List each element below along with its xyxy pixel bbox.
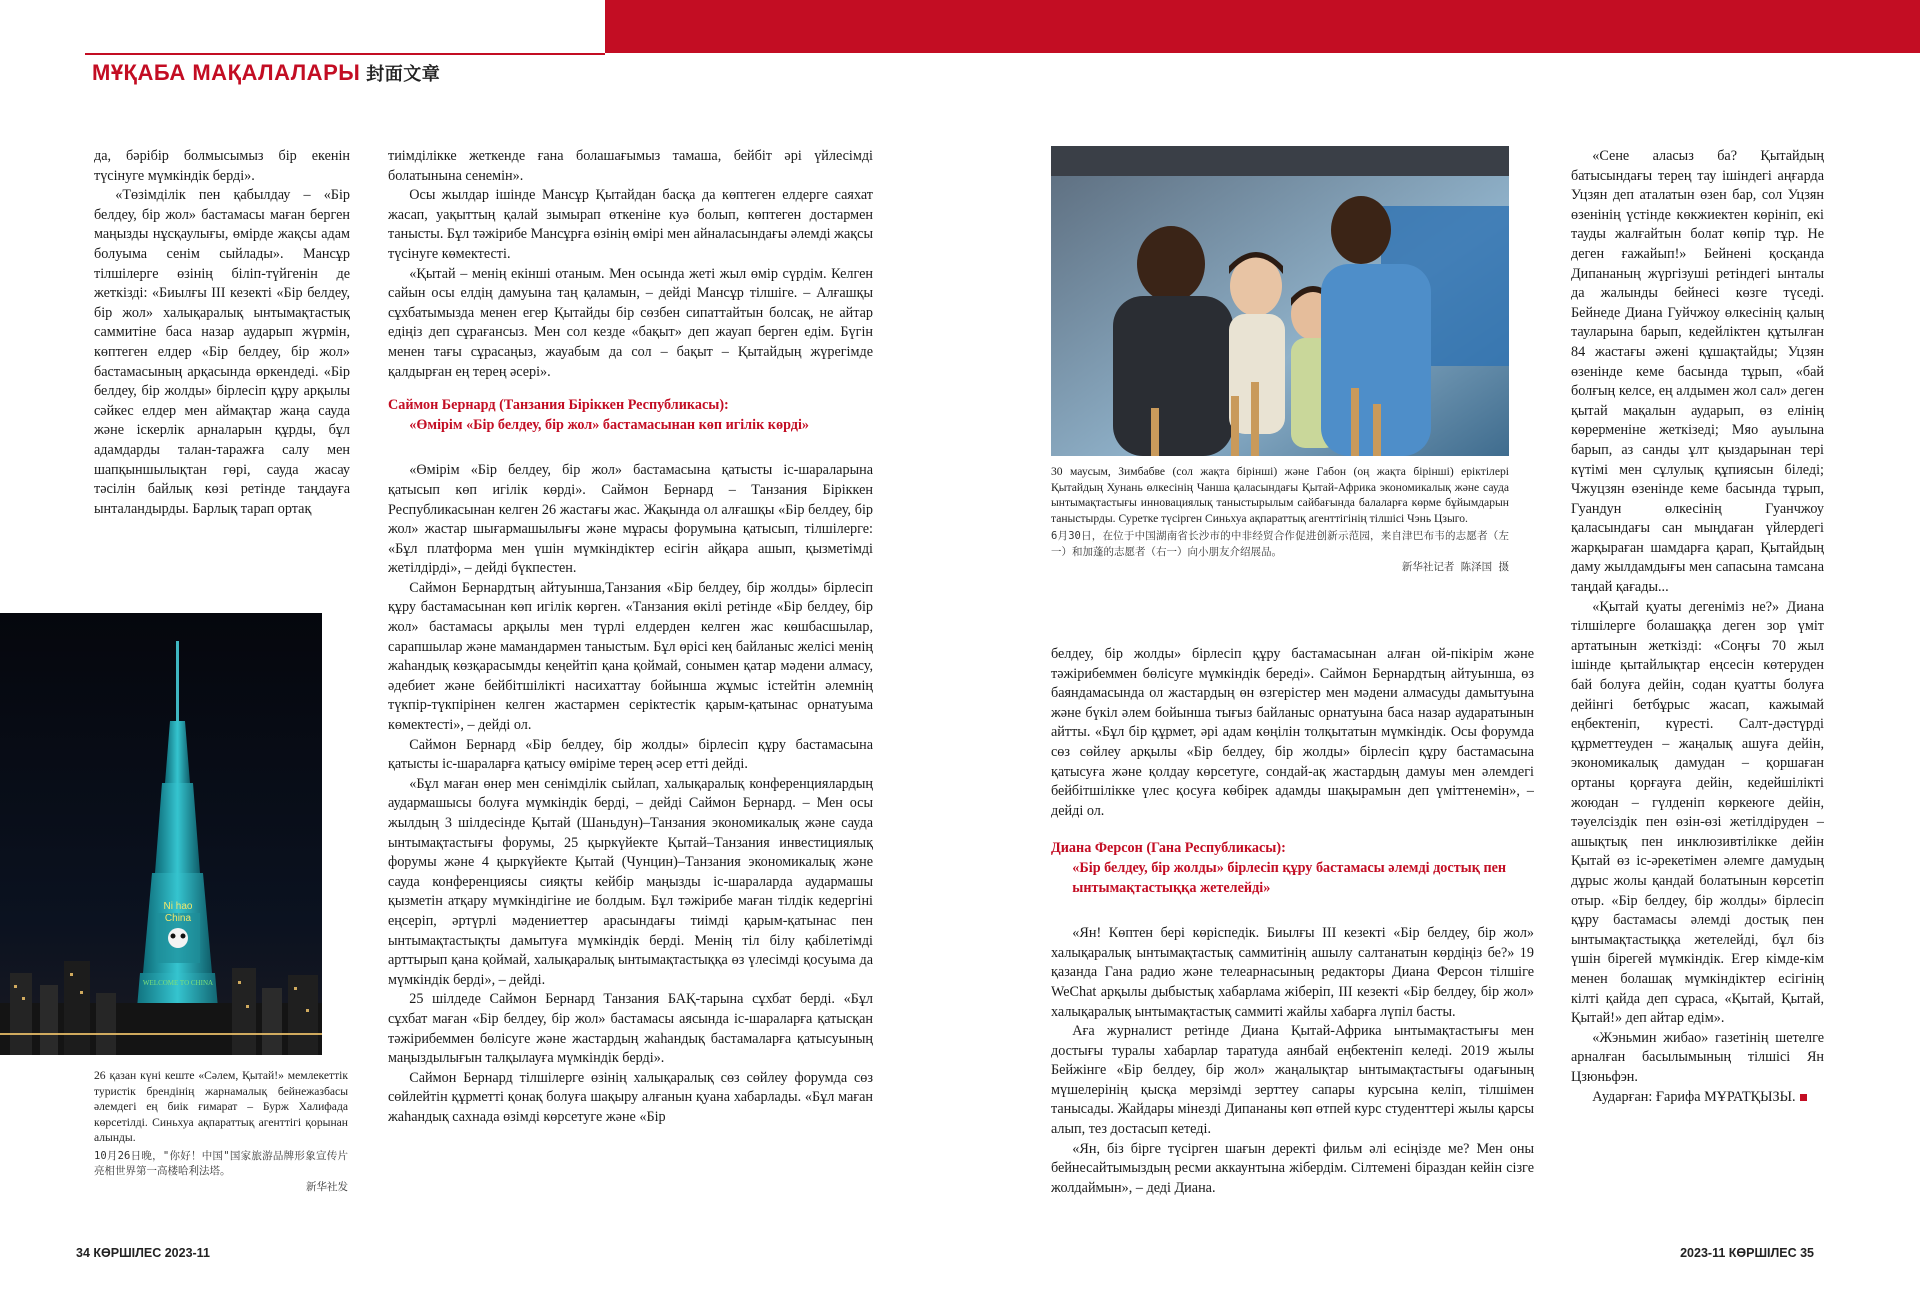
section-title <box>92 60 440 86</box>
paragraph: 25 шілдеде Саймон Бернард Танзания БАҚ-тарына сұхбат берді. «Бұл сұхбат маған «Бір белдеу, бір жол» бастамасы аясында іс-шараларға қатысқан тәжірибеммен бөлісуге және жастардың жаһандық бастамаларға қатысуының маңыздылығын талқылауға мүмкіндік берді». <box>388 991 873 1067</box>
caption-zh: 10月26日晚，"你好！中国"国家旅游品牌形象宣传片亮相世界第一高楼哈利法塔。 <box>94 1149 348 1177</box>
paragraph: Саймон Бернард тілшілерге өзінің халықаралық сөз сөйлеу форумда сөз сөйлейтін құрметті қонақ болуға шақыру алғанын қуана хабарлады. «Бұл маған жаһандық сахнада өзімді көрсетуге және «Бір <box>388 1069 873 1125</box>
caption-text: 30 маусым, Зимбабве (сол жақта біріншi) және Габон (оң жақта біріншi) еріктілері Қытайдың Хунань өлкесінің Чанша қаласындағы Қытай-Африка экономикалық және сауда ынтымақтастығы инновациялық таныстырылым сайбағында балаларға көрме бұйымдарын таныстырды. Суретке түсірген Синьхуа ақпараттық агенттігінің тілшісі Чэнь Цзыго. <box>1051 465 1509 525</box>
caption-credit: 新华社发 <box>306 1180 348 1193</box>
footer-left-page-number: 34 КӨРШІЛЕС 2023-11 <box>76 1246 210 1260</box>
paragraph: «Өмірім «Бір белдеу, бір жол» бастамасына қатысты іс-шараларына қатысып көп игілік көрді». Саймон Бернард – Танзания Біріккен Республикасынан келген 26 жастағы жас. Жақында ол алғашқы «Бір белдеу, бір жол» жастар шығармашылығы және мұрасы форумына қатысып, тілшілерге: «Бұл платформа мен үшін мүмкіндіктер есігін айқара ашып, қызметімді жетілдірді», – дейді бүкпестен. <box>388 462 873 577</box>
header-red-bar <box>605 0 1920 53</box>
section-heading <box>1051 839 1534 898</box>
billboard-line-2: China <box>164 913 192 924</box>
translator-credit: Аударған: Ғарифа МҰРАТҚЫЗЫ. <box>1592 1088 1796 1105</box>
paragraph: белдеу, бір жолды» бірлесіп құру бастамасынан алған ой-пікірім және тәжірибеммен бөлісуге мүмкіндік береді». Саймон Бернардтың айтуынша, өз баяндамасында ол жастардың өн өзгерістер мен мәдени алмасуды дамытуына және бүкіл әлем бойынша тығыз байланыс орнатуына баса назар аударатынын айтты. «Бұл бір құрмет, әрі адам көңілін толқытатын мүмкіндік. Осы форумда сөз сөйлеу арқылы «Бір белдеу, бір жолды» бірлесіп құру бастамасына қатысуға және қолдау көрсетуге, сондай-ақ жастардың дамуы мен әлемдегі бейбітшілікке үлес қосуға көбірек адамды шақырамын деп үміттенемін», – дейді ол. <box>1051 646 1534 819</box>
paragraph: Осы жылдар ішінде Мансұр Қытайдан басқа да көптеген елдерге саяхат жасап, уақыттың қалай зымырап өткеніне куә болып, көптеген достармен танысты. Бұл тәжірибе Мансұрға өзінің өмірі мен айналасындағы әлемді жақсы түсінуге көмектесті. <box>388 187 873 262</box>
section-heading <box>388 396 873 435</box>
paragraph: «Қытай қуаты дегеніміз не?» Диана тілшілерге болашаққа деген зор үміт артатынын жеткізді: «Соңғы 70 жыл ішінде қытайлықтар еңсесін көтеруден бай болуға дейін, содан қуатты болуға дейінгі бетбұрыс жасап, кажымай еңбектеніп, күресті. Салт-дәстүрді құрметтеуден – жаңалық ашуға дейін, экономикалық дамудан – қоршаған ортаны қорғауға дейін, кедейшілікті жоюдан – гүлденіп көркеюге дейін, тәуелсіздік пен өзін-өзі жетілдіруден – ашықтық пен инклюзивтілікке дейін Қытай өз іс-әрекетімен әлемге дамудың дұрыс жолы қандай болатынын көрсетіп отыр. «Бір белдеу, бір жолды» бірлесіп құру бастамасы әлемді достық пен ынтымақтастыққа жетелейді, бұл біз үшін бірегей мүмкіндік. Егер кімде-кім менен болашақ мүмкіндіктер есігінің кілті қайда деп сұраса, «Қытай, Қытай, Қытай!» деп айтар едім». <box>1571 598 1824 1027</box>
heading-name: Саймон Бернард (Танзания Біріккен Республикасы): <box>388 397 729 414</box>
paragraph: «Сене аласыз ба? Қытайдың батысындағы терең тау ішіндегі аңғарда Уцзян деп аталатын өзен бар, сол Уцзян өзенінің үстінде көкжиектен көрініп, екі тауды жалғайтын болат көпір тұр. Не деген ғажайып!» Бейнені қосқанда Дипананың жүргізуші ретіндегі ынталы да жалынды бейнесі көзге түседі. Бейнеде Диана Гуйчжоу өлкесінің қалың тауларына барып, кедейліктен құтылған 84 жастағы әжені құшақтайды; Уцзян өзенінде кеме басында тұрып, «бай болғың келсе, ең алдымен жол сал» деген қытай мақалын аударып, өз елінің көрерменіне жеткізеді; Мяо ауылына барып, аз санды ұлт қыздарынан тері күтімі мен сұлулық құпиясын біледі; Чжуцзян өзенінде кеме басында тұрып, Гуандун өлкесінің Гуанчжоу қаласындағы сан мыңдаған үйлердегі жарқыраған шамдарға қарап, Қытайдың даму жылдамдығы мен сапасына тамсана таңдай қағады... <box>1571 148 1824 596</box>
volunteers-photo <box>1051 146 1509 456</box>
column-1 <box>94 147 350 567</box>
end-mark-icon <box>1800 1094 1807 1101</box>
paragraph: Аға журналист ретінде Диана Қытай-Африка ынтымақтастығы мен достығы туралы хабарлар таратуда аянбай еңбектеніп келеді. 2019 жылы Бейжінге «Бір белдеу, бір жол» жаңалықтар ынтымақтастығы одағының мүшелерінің қысқа мерзімді зерттеу сапары курсына келіп, тілшімен танысады. Жайдары мінезді Дипананы көп өтпей курс студенттері жылы қарсы алып, тез достасып кетеді. <box>1051 1023 1534 1138</box>
volunteers-caption <box>1051 464 1509 576</box>
paragraph: тиімділікке жеткенде ғана болашағымыз тамаша, бейбіт әрі үйлесімді болатынына сенемін». <box>388 148 873 184</box>
heading-quote: «Бір белдеу, бір жолды» бірлесіп құру бастамасы әлемді достық пен ынтымақтастыққа жетелейді» <box>1072 859 1507 896</box>
burj-caption <box>94 1068 348 1195</box>
billboard-line-3: WELCOME TO CHINA <box>142 979 214 987</box>
paragraph: Саймон Бернардтың айтуынша,Танзания «Бір белдеу, бір жолды» бірлесіп құру бастамасынан көп игілік көрген. «Танзания өкілі ретінде «Бір белдеу, бір жол» бастамасы арқылы мен түрлі елдерден келген жас көшбасшылар, сарапшылар және мамандармен таныстым. Бұл өрісі кең байланыс желісі менің жаһандық көзқарасымды кеңейтіп қана қоймай, сонымен қатар мәдени алмасу, әдебиет және бейбітшілікті насихаттау бойынша жұмыс істейтін әлемнің түкпір-түкпірінен келген жастармен серіктестік қарым-қатынас орнатуыма көмектесті», – дейді ол. <box>388 579 873 734</box>
billboard-line-1: Ni hao <box>163 901 193 912</box>
column-3 <box>1051 645 1534 1225</box>
paragraph: «Қытай – менің екінші отаным. Мен осында жеті жыл өмір сүрдім. Келген сайын осы елдің дамуына таң қаламын, – дейді Мансұр тілшіге. – Алғашқы сұхбатымызда менен егер Қытайды бір сөзбен сипаттайтын болсақ, не айтар едіңіз деп сұрағансыз. Мен сол кезде «бақыт» деп жауап берген едім. Бүгін менен тағы сұрасаңыз, жауабым да сол – бақыт – Қытайдың жүрегімде қалдырған ең терең әсері». <box>388 265 873 380</box>
footer-right-page-number: 2023-11 КӨРШІЛЕС 35 <box>1680 1246 1814 1260</box>
paragraph: «Ян, біз бірге түсірген шағын деректі фильм әлі есіңізде ме? Мен оны бейнесайтымыздың ресми аккаунтына жібердім. Сілтемені біраздан кейін сізге жолдаймын», – деді Диана. <box>1051 1140 1534 1196</box>
caption-zh: 6月30日，在位于中国湖南省长沙市的中非经贸合作促进创新示范园，来自津巴布韦的志愿者（左一）和加蓬的志愿者（右一）向小朋友介绍展品。 <box>1051 530 1509 558</box>
volunteers-illustration <box>1051 146 1509 456</box>
paragraph: «Төзімділік пен қабылдау – «Бір белдеу, бір жол» бастамасы маған берген маңызды нұсқаулығы, өмірде жақсы адам болуыма сенім сыйлады». Мансұр тілшілерге өзінің біліп-түйгенін де жеткізді: «Биылғы III кезекті «Бір белдеу, бір жол» халықаралық ынтымақтастық саммитіне баса назар аударып жүрмін, көптеген елдер «Бір белдеу, бір жол» бастамасының арқасында өркендеді. «Бір белдеу, бір жолды» бірлесіп құру арқылы сәйкес елдер мен аймақтар жаңа сауда және іскерлік арналарын құрды, бұл адамдарды талан-таражға салу мен шапқыншылықтан гөрі, сауда жасау тәсілін байлық көзі ретінде таңдауға ынталандырды. Барлық тарап ортақ <box>94 187 350 517</box>
column-2 <box>388 147 873 1227</box>
header-rule <box>85 53 605 55</box>
paragraph <box>1571 1088 1824 1108</box>
paragraph: Саймон Бернард «Бір белдеу, бір жолды» бірлесіп құру бастамасына қатысты іс-шараларға қатысу өміріме терең әсер етті дейді. <box>388 736 873 773</box>
burj-khalifa-illustration <box>0 613 322 1055</box>
paragraph: «Жэньмин жибао» газетінің шетелге арналған басылымының тілшісі Ян Цзюньфэн. <box>1571 1029 1824 1085</box>
paragraph: «Бұл маған өнер мен сенімділік сыйлап, халықаралық конференциялардың аудармашысы болуға мүмкіндік берді, – дейді Саймон Бернард. – Мен осы жылдың 3 шілдесінде Қытай (Шаньдун)–Танзания экономикалық және сауда ынтымақтастығы форумы, 25 қыркүйекте Қытай–Танзания инвестициялық форумы және 4 қыркүйекте Қытай (Чунцин)–Танзания экономикалық және сауда конференциясы сияқты кейбір маңызды іс-шараларда аудармашы қызметін атқару мүмкіндігіне ие болдым. Бұл тәжірибе маған тілдік кедергіні еңсеріп, әртүрлі мәдениеттер арасындағы тиімді қарым-қатынас пен ынтымақтастықты дамытуға мүмкіндік берді. Менің тіл білу қабілетімді арттырып қана қоймай, халықаралық ынтымақтастыққа өз үлесімді қосуыма да мүмкіндік берді», – дейді. <box>388 775 873 988</box>
section-title-kz: МҰҚАБА МАҚАЛАЛАРЫ <box>92 60 361 85</box>
heading-name: Диана Ферсон (Гана Республикасы): <box>1051 840 1286 857</box>
paragraph: «Ян! Көптен бері көріспедік. Биылғы III кезекті «Бір белдеу, бір жол» халықаралық ынтымақтастық саммитінің ашылу салтанатын көрдіңіз бе?» 19 қазанда Гана радио және телеарнасының редакторы Диана Ферсон тілшіге WeChat арқылы дыбыстық хабарлама жіберіп, III кезекті «Бір белдеу, бір жол» халықаралық ынтымақтастық саммиті жайлы хабарға лүпіл басты. <box>1051 925 1534 1020</box>
column-4 <box>1571 147 1824 1227</box>
heading-quote: «Өмірім «Бір белдеу, бір жол» бастамасынан көп игілік көрді» <box>409 416 809 433</box>
burj-khalifa-photo <box>0 613 322 1055</box>
paragraph: да, бәрібір болмысымыз бір екенін түсінуге мүмкіндік берді». <box>94 148 350 184</box>
section-title-zh: 封面文章 <box>366 64 441 85</box>
caption-text: 26 қазан күні кеште «Сәлем, Қытай!» мемлекеттік туристік брендінің жарнамалық бейнежазбасы әлемдегі ең биік ғимарат – Бурж Халифада көрсетілді. Синьхуа ақпараттық агенттігі қорынан алынды. <box>94 1069 348 1144</box>
caption-credit: 新华社记者 陈泽国 摄 <box>1401 561 1509 573</box>
